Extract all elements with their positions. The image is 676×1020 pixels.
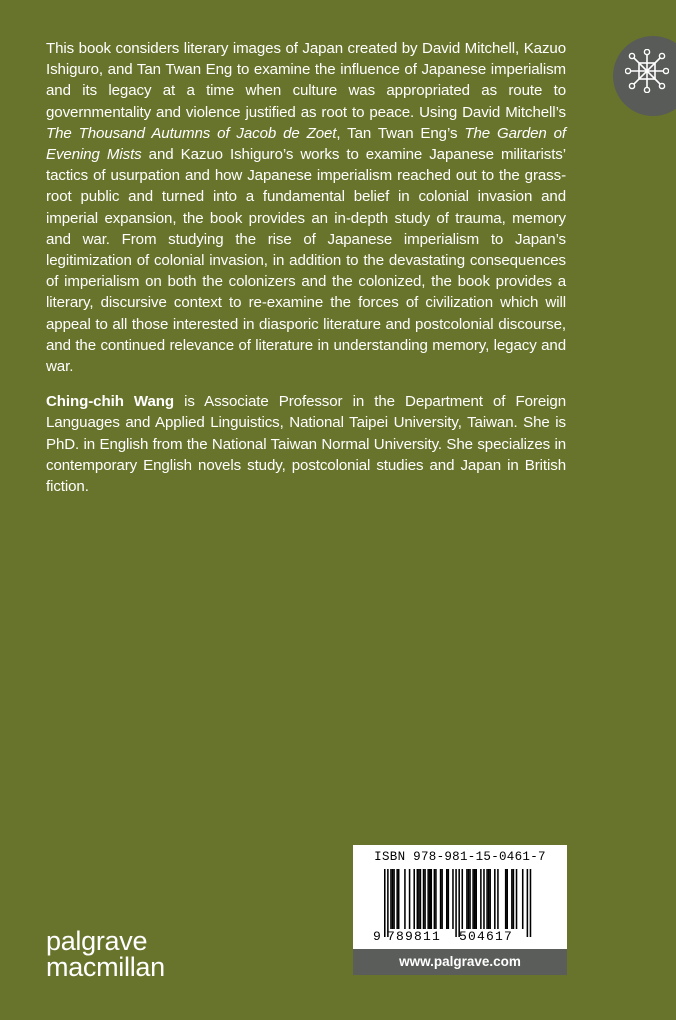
barcode-guard-bar bbox=[527, 869, 529, 937]
barcode-bar bbox=[420, 869, 422, 929]
author-bio-text: is Associate Professor in the Department of Foreign Languages and Applied Linguistics, National Taipei University, Taiwan. She is PhD. in English from the National Taiwan Normal University. She specializes in contemporary English novels study, postcolonial studies and Japan in British fiction. bbox=[46, 393, 566, 496]
barcode-bar bbox=[392, 869, 394, 929]
barcode-bar bbox=[390, 869, 392, 929]
barcode-bar bbox=[429, 869, 431, 929]
barcode-bar bbox=[398, 869, 400, 929]
isbn-label: ISBN 978-981-15-0461-7 bbox=[374, 850, 546, 864]
barcode-bar bbox=[522, 869, 524, 929]
barcode-bar bbox=[462, 869, 464, 929]
barcode-bar bbox=[396, 869, 398, 929]
barcode-bar bbox=[434, 869, 436, 929]
barcode-bar bbox=[480, 869, 482, 929]
barcode-bar bbox=[506, 869, 508, 929]
barcode-bar bbox=[475, 869, 477, 929]
barcode-guard-bar bbox=[455, 869, 457, 937]
description-text: and Kazuo Ishiguro’s works to examine Japanese militarists’ tactics of usurpation and how Japanese imperialism reached out to the grass-root public and turned into a fundamental belief in colonial invasion and imperial expansion, the book provides an in-depth study of trauma, memory and war. From studying the rise of Japanese imperialism to Japan’s legitimization of colonial invasion, in addition to the devastating consequences of imperialism on both the colonizers and the colonized, the book provides a literary, discursive context to re-examine the forces of civilization which will appeal to all those interested in diasporic literature and postcolonial discourse, and the continued relevance of literature in understanding memory, legacy and war. bbox=[46, 146, 566, 376]
author-name: Ching-chih Wang bbox=[46, 393, 175, 411]
barcode-bar bbox=[452, 869, 454, 929]
barcode-guard-bar bbox=[530, 869, 532, 937]
barcode-bar bbox=[474, 869, 476, 929]
barcode-digit-group-2: 504617 bbox=[459, 929, 514, 944]
barcode-bar bbox=[424, 869, 426, 929]
imprint-line-palgrave: palgrave bbox=[46, 926, 148, 956]
barcode-bar bbox=[497, 869, 499, 929]
barcode-bar bbox=[393, 869, 395, 929]
barcode-bar bbox=[413, 869, 415, 929]
barcode-bar bbox=[505, 869, 507, 929]
barcode-bar bbox=[409, 869, 411, 929]
book-description bbox=[46, 38, 566, 377]
barcode-bar bbox=[404, 869, 406, 929]
barcode-bar bbox=[488, 869, 490, 929]
barcode-bar bbox=[466, 869, 468, 929]
barcode-bar bbox=[427, 869, 429, 929]
barcode-bar bbox=[435, 869, 437, 929]
publisher-imprint bbox=[46, 928, 165, 980]
barcode-bar bbox=[448, 869, 450, 929]
barcode-lead-digit: 9 bbox=[373, 929, 381, 944]
barcode-guard-bar bbox=[458, 869, 460, 937]
book-title-garden-evening-mists: The Garden of Evening Mists bbox=[46, 124, 567, 164]
barcode-guard-bar bbox=[384, 869, 386, 937]
barcode-bar bbox=[489, 869, 491, 929]
description-text: , Tan Twan Eng’s bbox=[336, 124, 465, 142]
barcode-bar bbox=[513, 869, 515, 929]
barcode-bar bbox=[469, 869, 471, 929]
isbn-barcode bbox=[353, 845, 567, 949]
book-title-thousand-autumns: The Thousand Autumns of Jacob de Zoet bbox=[46, 124, 337, 142]
barcode-bar bbox=[494, 869, 496, 929]
publisher-website: www.palgrave.com bbox=[353, 949, 567, 975]
barcode-bar bbox=[516, 869, 518, 929]
barcode-bar bbox=[468, 869, 470, 929]
barcode-guard-bar bbox=[387, 869, 389, 937]
barcode-bar bbox=[511, 869, 513, 929]
barcode-digit-group-1: 789811 bbox=[387, 929, 442, 944]
barcode-bar bbox=[440, 869, 442, 929]
publisher-logo-tab bbox=[613, 36, 676, 116]
imprint-line-macmillan: macmillan bbox=[46, 952, 165, 982]
barcode-bar bbox=[418, 869, 420, 929]
barcode-bar bbox=[483, 869, 485, 929]
palgrave-network-star-icon bbox=[625, 49, 669, 93]
barcode-bar bbox=[472, 869, 474, 929]
barcode-bar bbox=[417, 869, 419, 929]
barcode-bar bbox=[446, 869, 448, 929]
back-cover-blurb bbox=[46, 38, 566, 497]
author-bio bbox=[46, 391, 566, 497]
barcode-bar bbox=[423, 869, 425, 929]
description-text: This book considers literary images of Japan created by David Mitchell, Kazuo Ishiguro, and Tan Twan Eng to examine the influence of Japanese imperialism and its legacy at a time when culture was appropriated as route to governmentality and violence justified as root to peace. Using David Mitchell’s bbox=[46, 40, 566, 121]
barcode-bar bbox=[431, 869, 433, 929]
barcode-bar bbox=[486, 869, 488, 929]
barcode-bar bbox=[441, 869, 443, 929]
